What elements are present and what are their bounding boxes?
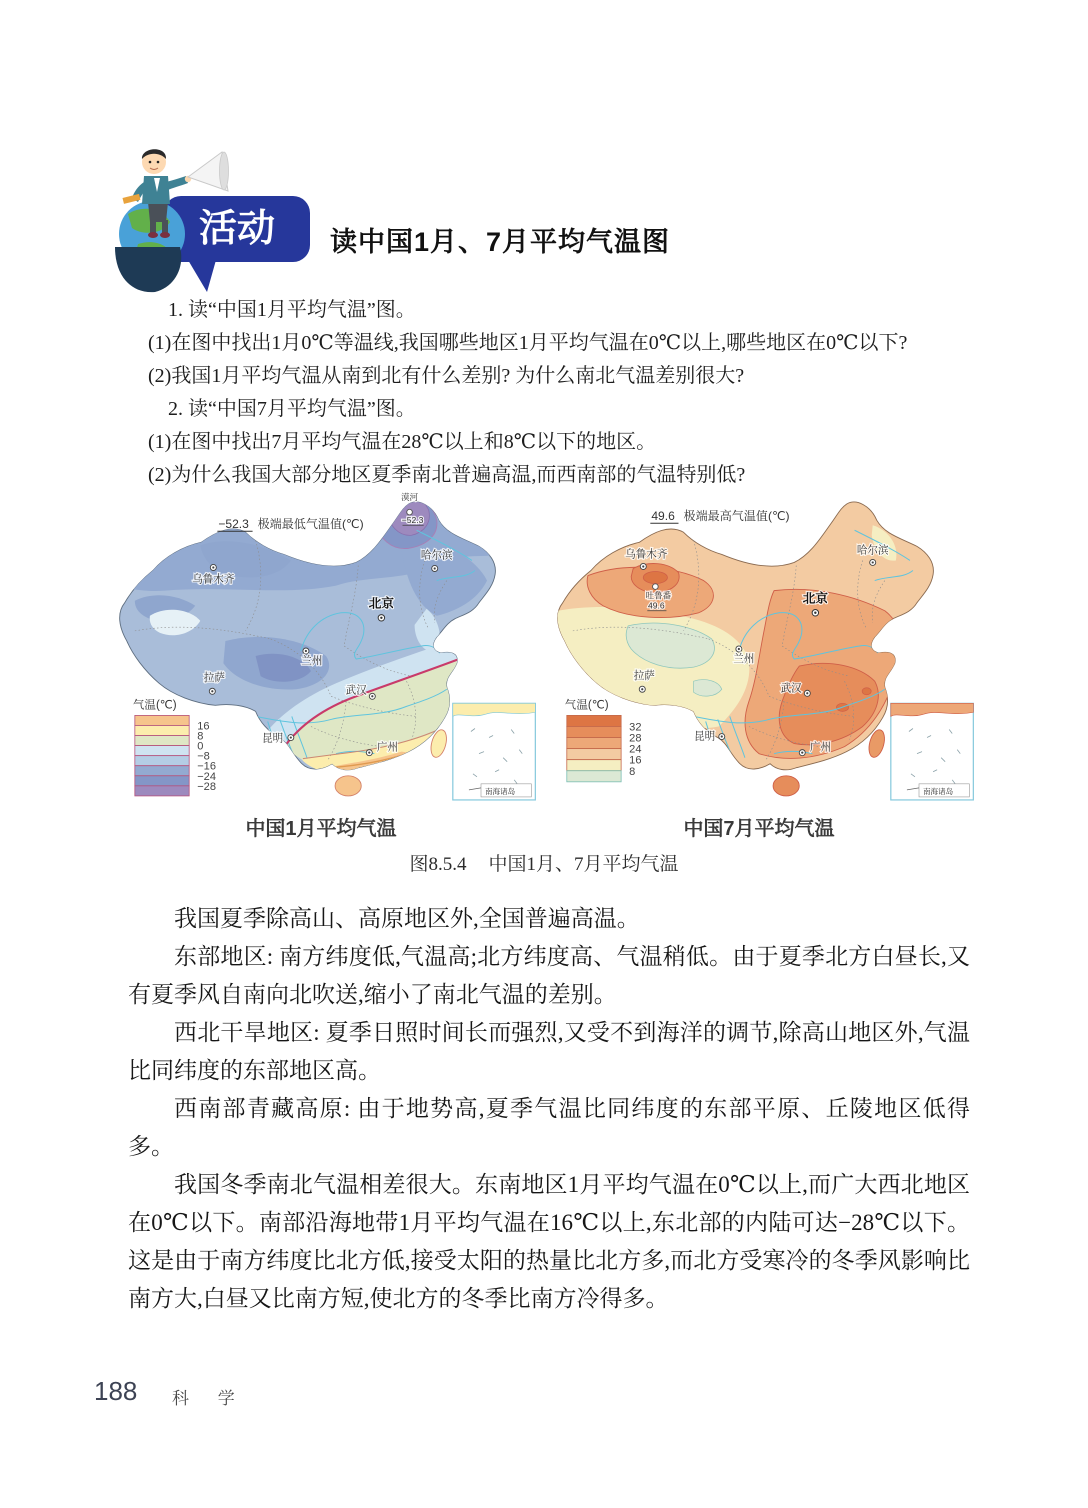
svg-text:24: 24 [629,743,642,756]
svg-text:8: 8 [197,730,204,743]
extreme-label: 极端最高气温值(℃) [683,509,790,524]
svg-text:−8: −8 [197,750,210,763]
inset-label: 南海诸岛 [923,786,954,796]
svg-text:16: 16 [197,720,210,733]
city-label-mohe: 漠河 [401,492,419,503]
question-1: 1. 读“中国1月平均气温”图。 [168,299,416,321]
question-1-1: (1)在图中找出1月0℃等温线,我国哪些地区1月平均气温在0℃以上,哪些地区在0℃以下? [148,332,908,354]
city-label-lanzhou: 兰州 [733,653,755,666]
july-temperature-map [542,490,976,810]
hainan-island [335,776,361,796]
city-label-wulumuqi: 乌鲁木齐 [625,548,668,561]
subject-label: 科 学 [172,1389,247,1408]
page-number: 188 [94,1376,138,1406]
svg-text:32: 32 [629,721,642,734]
city-label-wulumuqi: 乌鲁木齐 [192,573,235,586]
south-china-sea-inset [891,703,974,800]
hainan-island [773,776,799,796]
legend-title: 气温(℃) [564,699,609,712]
paragraph: 我国冬季南北气温相差很大。东南地区1月平均气温在0℃以上,而广大西北地区在0℃以下。南部沿海地带1月平均气温在16℃以上,东北部的内陆可达−28℃以下。这是由于南方纬度比北方低,接受太阳的热量比北方多,而北方受寒冷的冬季风影响比南方大,白昼又比南方短,使北方的冬季比南方冷得多。 [128,1172,970,1311]
city-label-guangzhou: 广州 [376,741,398,754]
extreme-annotation [650,508,789,523]
mohe-extreme-value: −52.3 [401,515,424,526]
temperature-legend [133,697,216,796]
paragraph: 我国夏季除高山、高原地区外,全国普遍高温。 [174,906,640,931]
svg-text:16: 16 [629,754,642,767]
body-text [128,900,970,1318]
extreme-annotation [217,516,363,531]
extreme-value: −52.3 [218,517,249,532]
figure-title: 中国1月、7月平均气温 [488,854,679,875]
paragraph: 东部地区: 南方纬度低,气温高;北方纬度高、气温稍低。由于夏季北方白昼长,又有夏季风自南向北吹送,缩小了南北气温的差别。 [128,944,970,1007]
city-label-haerbin: 哈尔滨 [856,544,889,557]
july-map-caption: 中国7月平均气温 [683,818,835,840]
city-label-kunming: 昆明 [694,730,716,743]
figure-label: 图8.5.4 [409,854,467,875]
tulufan-extreme-value: 49.6 [648,600,665,611]
extreme-label: 极端最低气温值(℃) [257,517,364,532]
city-marker-icon [210,564,216,570]
activity-title: 读中国1月、7月平均气温图 [330,227,671,257]
city-label-lanzhou: 兰州 [301,655,323,668]
question-2: 2. 读“中国7月平均气温”图。 [168,398,416,420]
question-2-2: (2)为什么我国大部分地区夏季南北普遍高温,而西南部的气温特别低? [148,464,746,486]
city-label-wuhan: 武汉 [780,682,802,695]
svg-text:0: 0 [197,740,204,753]
megaphone-icon [188,152,229,191]
inset-label: 南海诸岛 [485,786,516,796]
city-label-guangzhou: 广州 [809,741,831,754]
january-map-caption: 中国1月平均气温 [245,818,397,840]
south-china-sea-inset [453,703,536,800]
city-label-lasa: 拉萨 [203,672,225,685]
city-label-haerbin: 哈尔滨 [420,549,453,562]
question-1-2: (2)我国1月平均气温从南到北有什么差别? 为什么南北气温差别很大? [148,365,745,387]
city-label-kunming: 昆明 [262,732,284,745]
svg-text:8: 8 [629,765,636,778]
svg-text:28: 28 [629,732,642,745]
city-label-wuhan: 武汉 [345,684,367,697]
activity-mascot-illustration [110,140,328,298]
paragraph: 西南部青藏高原: 由于地势高,夏季气温比同纬度的东部平原、丘陵地区低得多。 [128,1096,970,1159]
january-temperature-map [104,490,538,810]
question-2-1: (1)在图中找出7月平均气温在28℃以上和8℃以下的地区。 [148,431,657,453]
activity-badge [164,196,310,292]
figure-caption [0,849,1088,876]
questions-block [148,294,978,492]
paragraph: 西北干旱地区: 夏季日照时间长而强烈,又受不到海洋的调节,除高山地区外,气温比同纬度的东部地区高。 [128,1020,970,1083]
extreme-value: 49.6 [651,509,675,524]
city-label-beijing: 北京 [368,596,394,611]
city-label-beijing: 北京 [802,591,828,606]
city-label-tulufan: 吐鲁番 [645,590,672,601]
legend-title: 气温(℃) [132,699,177,712]
svg-text:−16: −16 [197,760,216,773]
activity-badge-label: 活动 [198,208,276,250]
city-label-lasa: 拉萨 [633,670,655,683]
svg-text:−24: −24 [197,770,216,783]
temperature-legend [565,697,642,781]
svg-text:−28: −28 [197,780,216,793]
